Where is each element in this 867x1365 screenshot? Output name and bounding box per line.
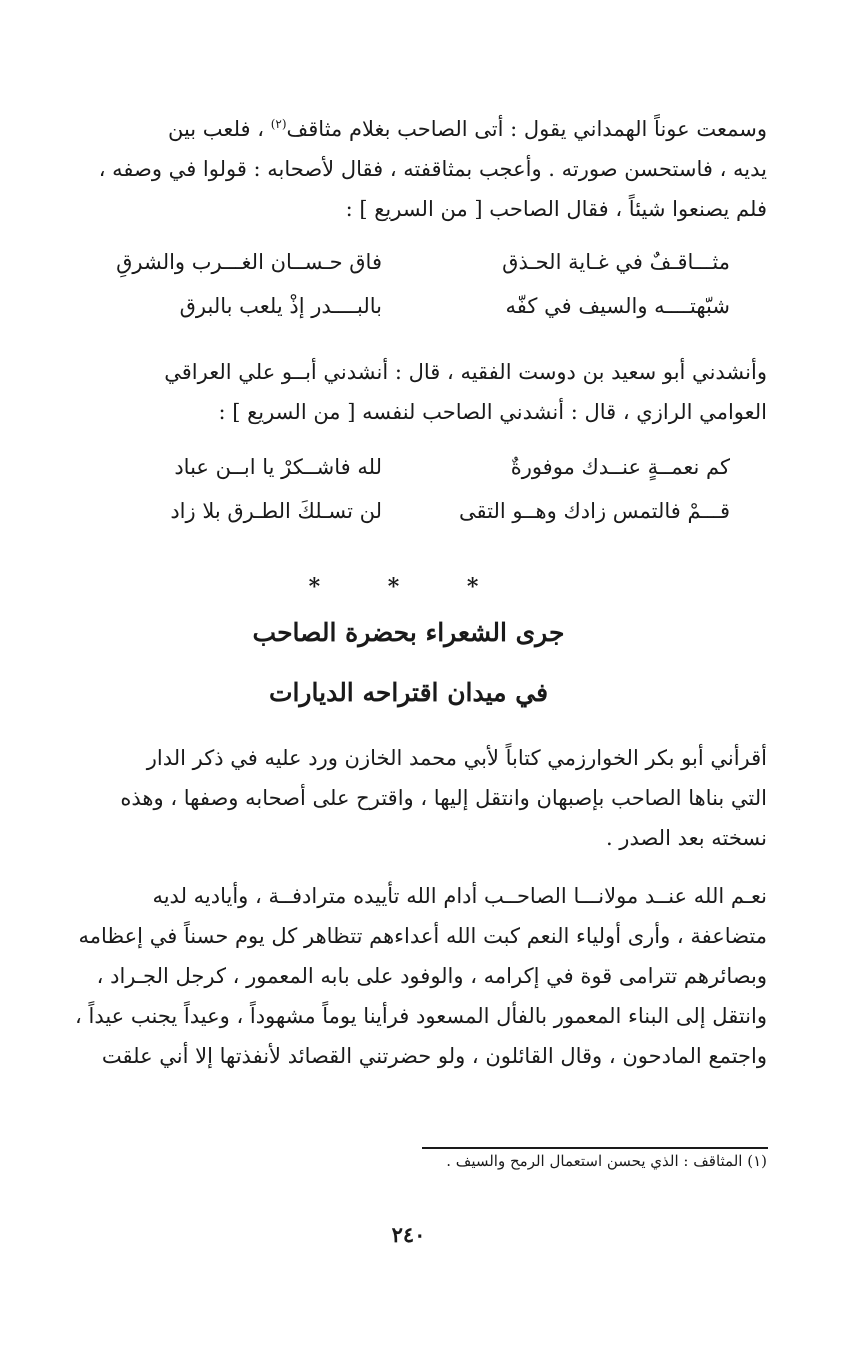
third-line-1: أقرأني أبو بكر الخوارزمي كتاباً لأبي محمد الخازن ورد عليه في ذكر الدار	[146, 746, 767, 770]
second-line-2: العوامي الرازي ، قال : أنشدني الصاحب لنفسه [ من السريع ] :	[218, 400, 767, 424]
fourth-line-5: واجتمع المادحون ، وقال القائلون ، ولو حضرتني القصائد لأنفذتها إلا أني علقت	[101, 1044, 767, 1068]
fourth-line-4: وانتقل إلى البناء المعمور بالفأل المسعود فرأينا يوماً مشهوداً ، وعيداً يجنب عيداً ،	[75, 1004, 767, 1028]
hemistich: بالبــــدر إذْ يلعب بالبرق	[179, 294, 382, 318]
page-number: ٢٤٠	[391, 1222, 426, 1247]
hemistich: لن تسـلكَ الطـرق بلا زاد	[170, 499, 382, 523]
hemistich: قـــمْ فالتمس زادك وهــو التقى	[459, 499, 730, 523]
fourth-line-2: متضاعفة ، وأرى أولياء النعم كبت الله أعداءهم تتظاهر كل يوم حسناً في إعظامه	[78, 924, 767, 948]
hemistich: مثـــاقـفٌ في غـاية الحـذق	[502, 250, 730, 274]
footnote: (١) المثاقف : الذي يحسن استعمال الرمح والسيف .	[446, 1152, 767, 1170]
hemistich: فاق حـســان الغـــرب والشرقِ	[116, 250, 382, 274]
section-heading-line-2: في ميدان اقتراحه الديارات	[268, 678, 549, 707]
third-paragraph	[67, 738, 767, 858]
fourth-line-3: وبصائرهم تترامى قوة في إكرامه ، والوفود على بابه المعمور ، كرجل الجـراد ،	[96, 964, 767, 988]
intro-line-3: فلم يصنعوا شيئاً ، فقال الصاحب [ من السريع ] :	[345, 197, 767, 221]
third-line-2: التي بناها الصاحب بإصبهان وانتقل إليها ، واقترح على أصحابه وصفها ، وهذه	[120, 786, 767, 810]
hemistich: شبّهتــــه والسيف في كفّه	[505, 294, 730, 318]
poem-2-verse-2	[90, 499, 730, 543]
intro-line-1: وسمعت عوناً الهمداني يقول : أتى الصاحب بغلام مثاقف$^{(٢)}$ ، فلعب بين	[167, 117, 767, 141]
footnote-marker: (٢)	[270, 117, 287, 131]
second-paragraph	[67, 352, 767, 432]
poem-1-verse-2	[90, 294, 730, 338]
footnote-divider	[422, 1147, 768, 1149]
hemistich: لله فاشــكرْ يا ابــن عباد	[174, 455, 382, 479]
section-separator: * * *	[308, 574, 509, 600]
poem-1-verse-1	[90, 250, 730, 294]
fourth-line-1: نعـم الله عنــد مولانـــا الصاحــب أدام الله تأييده مترادفــة ، وأياديه لديه	[152, 884, 767, 908]
poem-2	[90, 455, 730, 543]
poem-1	[90, 250, 730, 338]
intro-paragraph	[67, 104, 767, 229]
hemistich: كم نعمــةٍ عنــدك موفورةٌ	[510, 455, 730, 479]
intro-line-2: يديه ، فاستحسن صورته . وأعجب بمثاقفته ، فقال لأصحابه : قولوا في وصفه ،	[98, 157, 767, 181]
poem-2-verse-1	[90, 455, 730, 499]
third-line-3: نسخته بعد الصدر .	[605, 826, 767, 850]
section-heading-line-1: جرى الشعراء بحضرة الصاحب	[252, 618, 565, 647]
fourth-paragraph	[67, 876, 767, 1076]
second-line-1: وأنشدني أبو سعيد بن دوست الفقيه ، قال : أنشدني أبــو علي العراقي	[164, 360, 767, 384]
